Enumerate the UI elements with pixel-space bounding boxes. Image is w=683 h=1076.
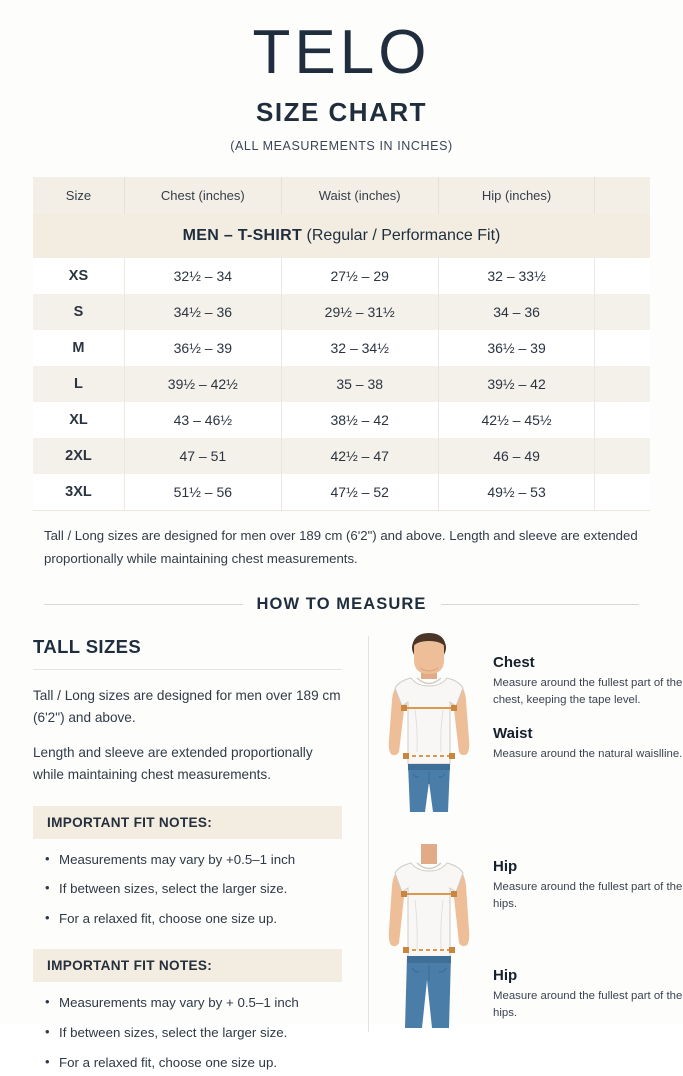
cell-blank (595, 438, 650, 474)
fit-note-item: • For a relaxed fit, choose one size up. (43, 1053, 342, 1074)
cell-chest: 47 – 51 (124, 438, 281, 474)
column-header-chest: Chest (inches) (124, 177, 281, 214)
cell-chest: 39½ – 42½ (124, 366, 281, 402)
fit-notes-title-1: IMPORTANT FIT NOTES: (33, 806, 342, 839)
column-header-size: Size (33, 177, 124, 214)
cell-waist: 32 – 34½ (281, 330, 438, 366)
fit-notes-list-1 (43, 850, 342, 930)
male-model-figure-icon (377, 632, 481, 844)
cell-size: S (33, 294, 124, 330)
cell-blank (595, 474, 650, 511)
cell-chest: 32½ – 34 (124, 258, 281, 294)
measure-label-chest: Chest (493, 653, 535, 671)
how-to-measure-divider (44, 595, 639, 614)
fit-note-item: • If between sizes, select the larger size. (43, 879, 342, 900)
how-to-measure-label: HOW TO MEASURE (256, 594, 427, 613)
table-header-row (33, 177, 650, 214)
cell-waist: 35 – 38 (281, 366, 438, 402)
measure-figure-block-1 (369, 632, 683, 844)
cell-blank (595, 402, 650, 438)
column-header-hip: Hip (inches) (438, 177, 595, 214)
male-model-torso-figure-icon (377, 844, 481, 1066)
table-title-cell (33, 214, 650, 258)
cell-hip: 36½ – 39 (438, 330, 595, 366)
table-row (33, 474, 650, 511)
table-row (33, 258, 650, 294)
table-header (33, 177, 650, 214)
fit-note-item: • If between sizes, select the larger size. (43, 1023, 342, 1044)
table-title-row (33, 214, 650, 258)
table-body (33, 258, 650, 511)
fit-note-item: • For a relaxed fit, choose one size up. (43, 909, 342, 930)
lower-section (0, 632, 683, 1076)
measure-text-block-2 (481, 844, 683, 1066)
measure-description-chest: Measure around the fullest part of the chest, keeping the tape level. (493, 676, 683, 706)
page-title: SIZE CHART (256, 97, 427, 128)
spacer (493, 913, 683, 967)
fit-notes-list-2 (43, 993, 342, 1073)
column-header-blank (595, 177, 650, 214)
cell-hip: 49½ – 53 (438, 474, 595, 511)
table-title-bold: MEN – T-SHIRT (182, 227, 303, 245)
cell-hip: 42½ – 45½ (438, 402, 595, 438)
brand-title: TELO (252, 18, 431, 87)
cell-hip: 39½ – 42 (438, 366, 595, 402)
cell-blank (595, 294, 650, 330)
measure-guide-column (369, 632, 683, 1076)
fit-notes-box-2 (33, 949, 342, 1073)
fit-notes-box-1 (33, 806, 342, 930)
cell-hip: 32 – 33½ (438, 258, 595, 294)
spacer (493, 709, 683, 725)
fit-notes-title-2: IMPORTANT FIT NOTES: (33, 949, 342, 982)
cell-size: XL (33, 402, 124, 438)
table-row (33, 438, 650, 474)
tall-sizes-paragraph-2: Length and sleeve are extended proportionally while maintaining chest measurements. (33, 744, 313, 782)
model-illustration-cropped (377, 844, 481, 1066)
cell-size: 2XL (33, 438, 124, 474)
measure-description-hip-1: Measure around the fullest part of the hips. (493, 880, 683, 910)
tall-sizes-paragraph-1: Tall / Long sizes are designed for men over 189 cm (6ʹ2") and above. (33, 687, 341, 725)
fit-note-item: • Measurements may vary by + 0.5–1 inch (43, 993, 342, 1014)
table-footnote: Tall / Long sizes are designed for men over 189 cm (6ʹ2") and above. Length and sleeve are extended proportionally while maintaining chest measurements. (44, 528, 638, 566)
cell-waist: 27½ – 29 (281, 258, 438, 294)
cell-waist: 29½ – 31½ (281, 294, 438, 330)
divider-line-left (44, 604, 243, 605)
measure-figure-block-2 (369, 844, 683, 1066)
divider-line-right (441, 604, 640, 605)
cell-chest: 51½ – 56 (124, 474, 281, 511)
cell-size: L (33, 366, 124, 402)
unit-note: (ALL MEASUREMENTS IN INCHES) (230, 139, 453, 154)
cell-blank (595, 330, 650, 366)
size-table (33, 177, 650, 511)
cell-size: 3XL (33, 474, 124, 511)
cell-chest: 36½ – 39 (124, 330, 281, 366)
table-row (33, 330, 650, 366)
cell-hip: 46 – 49 (438, 438, 595, 474)
measure-label-waist: Waist (493, 724, 533, 742)
cell-waist: 38½ – 42 (281, 402, 438, 438)
measure-description-hip-2: Measure around the fullest part of the hips. (493, 989, 683, 1019)
cell-blank (595, 258, 650, 294)
cell-size: XS (33, 258, 124, 294)
tall-sizes-underline (33, 669, 342, 670)
cell-waist: 42½ – 47 (281, 438, 438, 474)
measure-label-hip-2: Hip (493, 966, 518, 984)
measure-description-waist: Measure around the natural waislline. (493, 747, 683, 760)
column-header-waist: Waist (inches) (281, 177, 438, 214)
measure-text-block-1 (481, 632, 683, 844)
table-row (33, 366, 650, 402)
cell-hip: 34 – 36 (438, 294, 595, 330)
measure-label-hip-1: Hip (493, 857, 518, 875)
cell-waist: 47½ – 52 (281, 474, 438, 511)
table-row (33, 294, 650, 330)
cell-size: M (33, 330, 124, 366)
fit-note-item: • Measurements may vary by +0.5–1 inch (43, 850, 342, 871)
cell-chest: 43 – 46½ (124, 402, 281, 438)
size-table-container (33, 177, 650, 511)
table-title-normal: (Regular / Performance Fit) (302, 227, 501, 245)
tall-sizes-heading: TALL SIZES (33, 635, 142, 657)
table-row (33, 402, 650, 438)
tall-sizes-column (0, 632, 368, 1076)
cell-blank (595, 366, 650, 402)
model-illustration-with-head (377, 632, 481, 844)
cell-chest: 34½ – 36 (124, 294, 281, 330)
